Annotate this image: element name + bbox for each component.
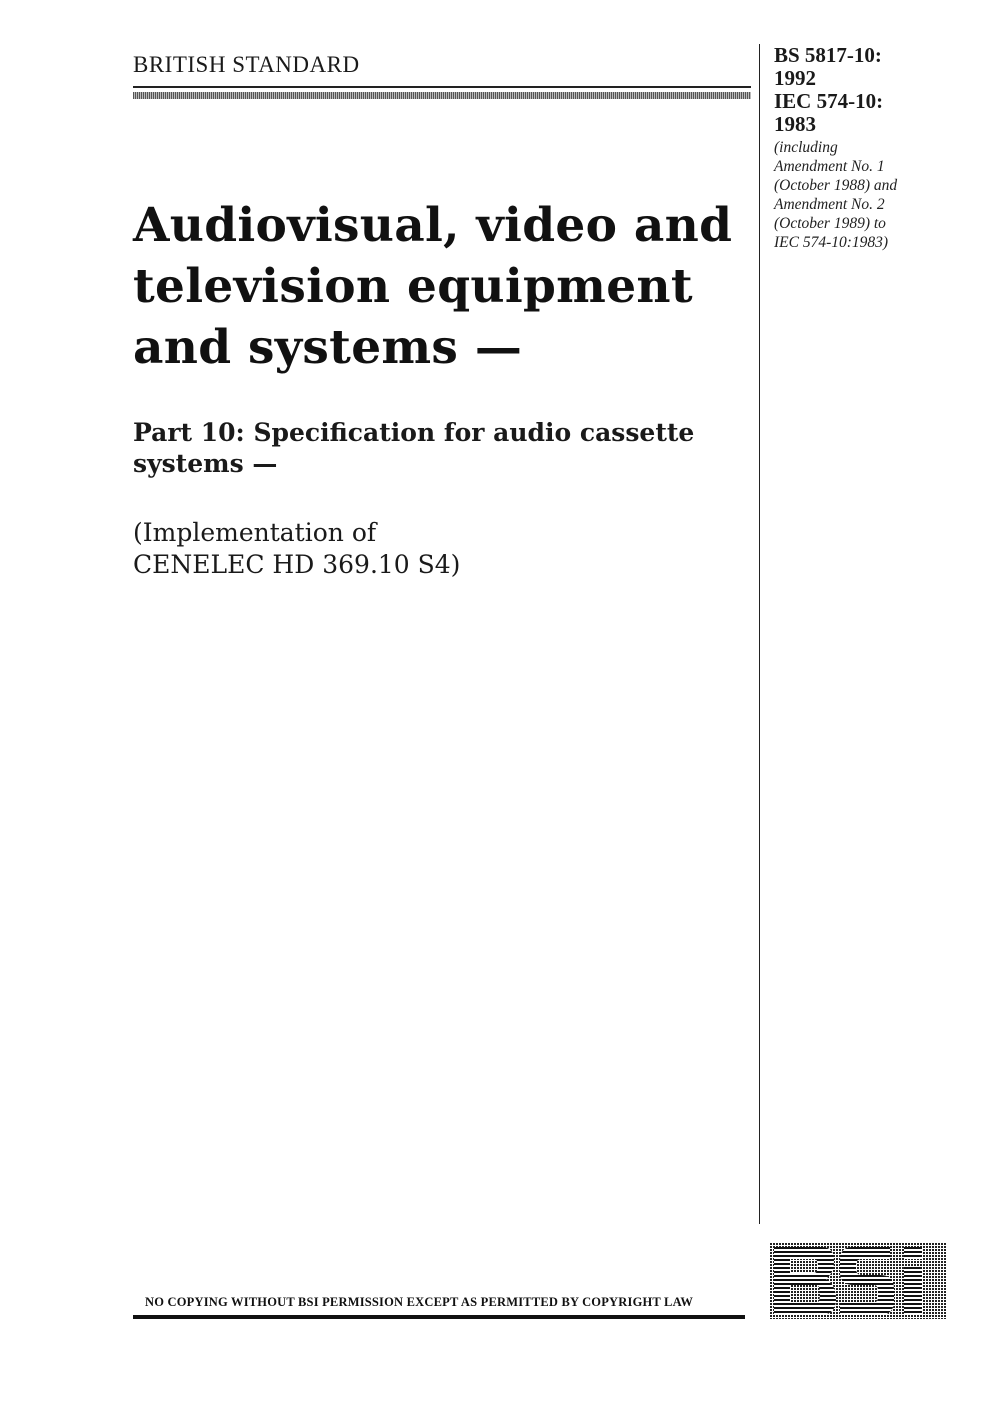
document-type-label: BRITISH STANDARD xyxy=(133,52,360,77)
copyright-notice: NO COPYING WITHOUT BSI PERMISSION EXCEPT AS PERMITTED BY COPYRIGHT LAW xyxy=(145,1295,694,1309)
bsi-logo xyxy=(770,1243,946,1319)
iec-number: IEC 574-10: xyxy=(774,89,884,113)
standard-reference-panel xyxy=(774,44,974,252)
amendment-note: (including Amendment No. 1 (October 1988) and Amendment No. 2 (October 1989) to IEC 574-10:1983) xyxy=(774,139,898,251)
header-hatched-rule xyxy=(133,92,751,99)
bs-number: BS 5817-10: xyxy=(774,43,882,67)
header-rule xyxy=(133,86,751,88)
column-divider xyxy=(759,44,760,1224)
iec-year: 1983 xyxy=(774,112,816,136)
implementation-note: (Implementation of CENELEC HD 369.10 S4) xyxy=(133,518,461,579)
footer-rule xyxy=(133,1315,745,1319)
bs-year: 1992 xyxy=(774,66,816,90)
document-subtitle: Part 10: Specification for audio cassette systems — xyxy=(133,418,695,478)
document-title: Audiovisual, video and television equipment and systems — xyxy=(133,198,733,375)
bsi-logo-text: BSi xyxy=(930,1316,932,1317)
